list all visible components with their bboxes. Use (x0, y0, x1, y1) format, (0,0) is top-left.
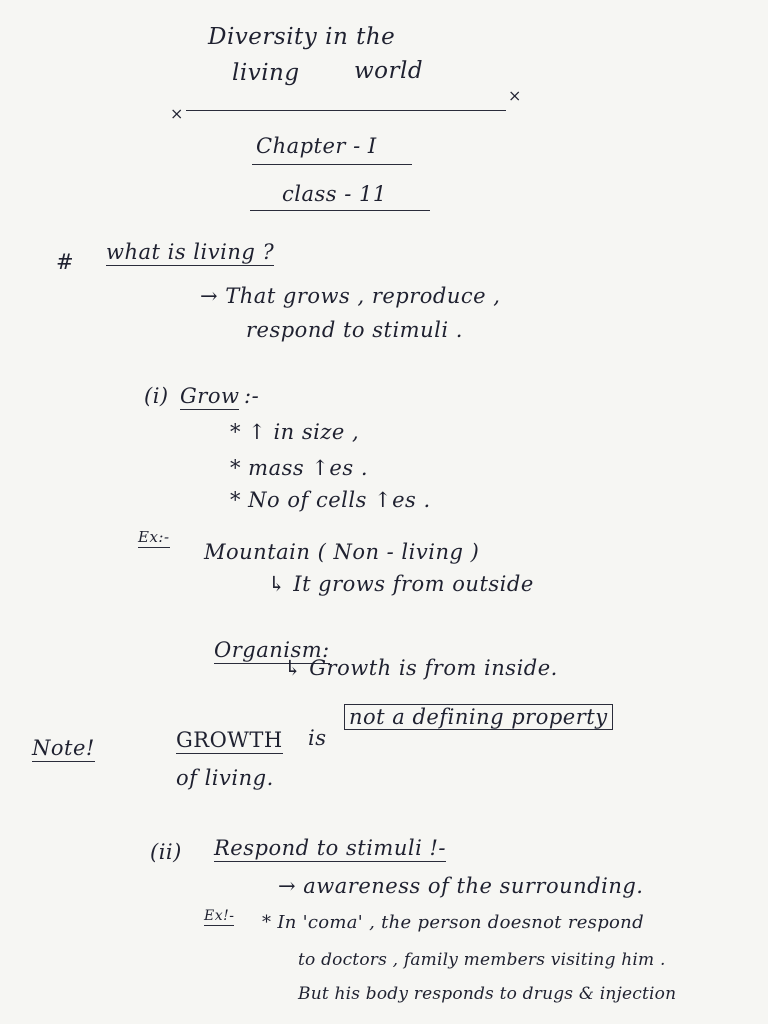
grow-example-line2: ↳ It grows from outside (268, 572, 534, 596)
stimuli-example-label: Ex!- (204, 908, 235, 924)
note-growth-word: GROWTH (176, 728, 283, 752)
living-question: what is living ? (106, 240, 275, 264)
title-line1: Diversity in the (208, 24, 396, 50)
note-boxed-text: not a defining property (344, 704, 613, 730)
hash-marker: # (56, 250, 75, 274)
grow-bullet-2: * mass ↑es . (230, 456, 368, 480)
chapter-underline (252, 164, 412, 165)
stimuli-line1: → awareness of the surrounding. (278, 874, 644, 898)
class-underline (250, 210, 430, 211)
stimuli-line3: to doctors , family members visiting him . (298, 950, 666, 970)
stimuli-line4: But his body responds to drugs & injection (298, 984, 677, 1004)
stimuli-line2: * In 'coma' , the person doesnot respond (262, 912, 644, 933)
grow-bullet-3: * No of cells ↑es . (230, 488, 431, 512)
grow-example-line1: Mountain ( Non - living ) (204, 540, 480, 564)
organism-line: ↳ Growth is from inside. (284, 656, 558, 680)
living-answer-line1: → That grows , reproduce , (200, 284, 501, 308)
stimuli-heading-number: (ii) (150, 840, 182, 864)
living-answer-line2: respond to stimuli . (246, 318, 463, 342)
note-label: Note! (32, 736, 95, 760)
stimuli-heading: Respond to stimuli !- (214, 836, 447, 860)
note-is-word: is (308, 726, 327, 750)
grow-example-label: Ex:- (138, 528, 170, 546)
grow-bullet-1: * ↑ in size , (230, 420, 360, 444)
title-line2-right: world (354, 58, 424, 84)
chapter-label: Chapter - I (256, 134, 377, 158)
organism-heading: Organism: (214, 638, 330, 662)
title-line2-left: living (232, 60, 300, 86)
title-divider (186, 110, 506, 111)
grow-heading-number: (i) (144, 384, 169, 408)
cross-mark-left: × (170, 104, 184, 123)
class-label: class - 11 (282, 182, 387, 206)
grow-heading: Grow (180, 384, 240, 408)
cross-mark-right: × (508, 86, 522, 105)
note-line2: of living. (176, 766, 274, 790)
grow-heading-suffix: :- (244, 384, 260, 408)
